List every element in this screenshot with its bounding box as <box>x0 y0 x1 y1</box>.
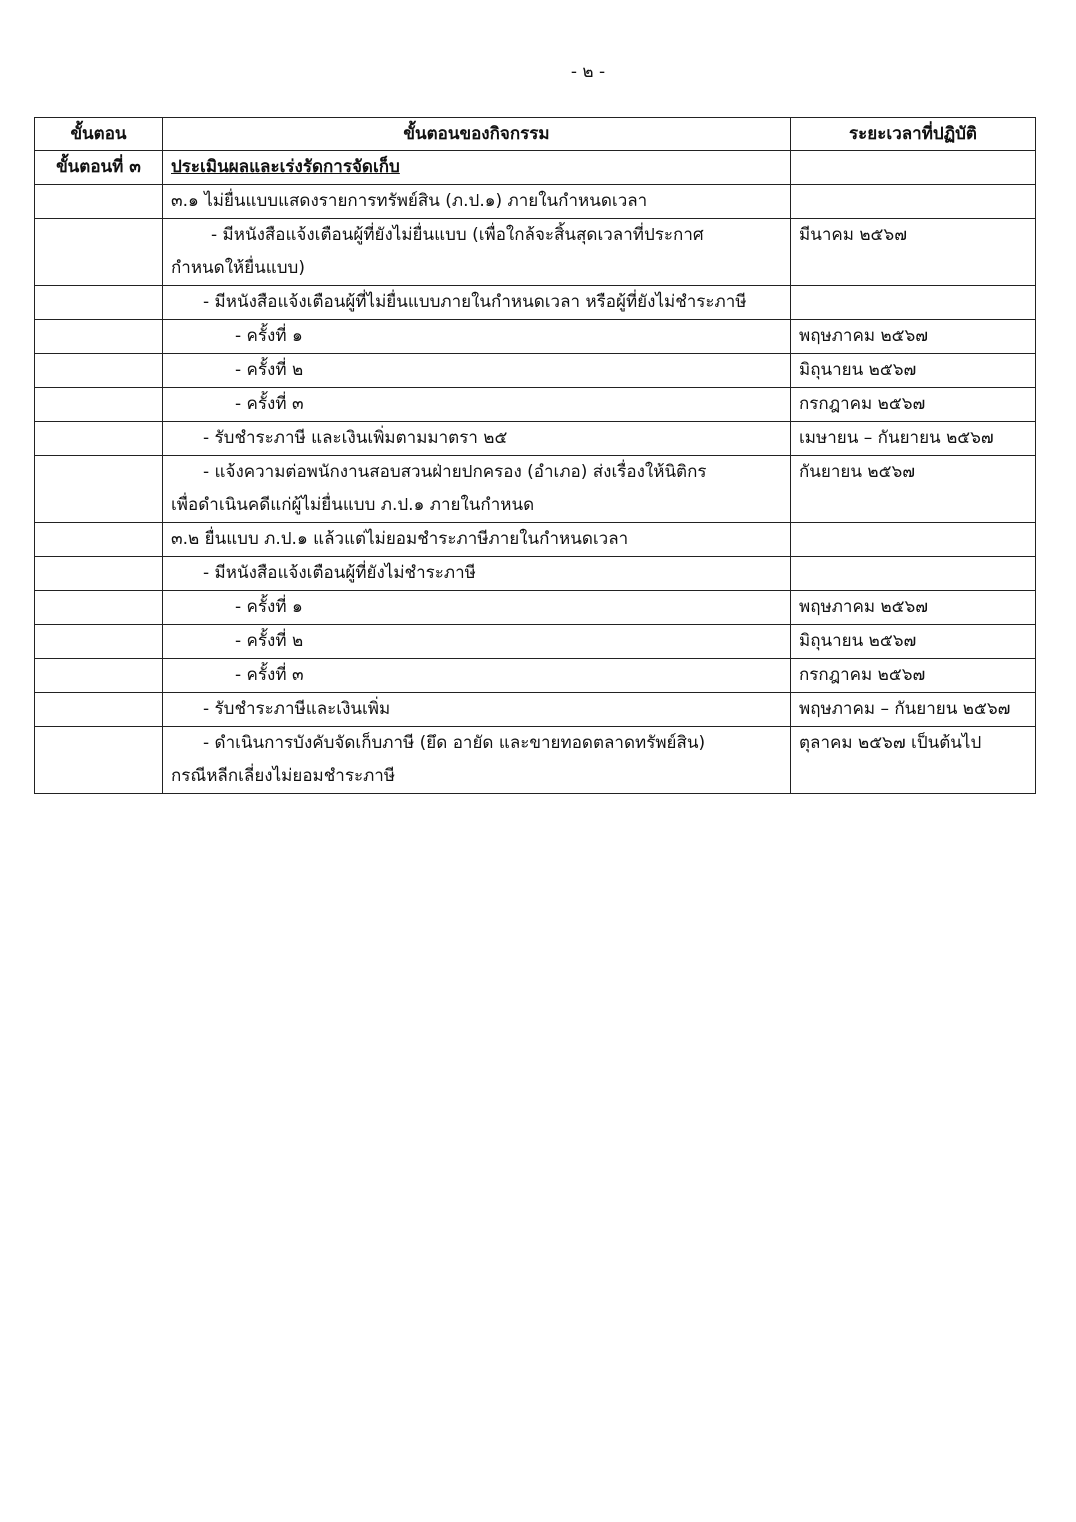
table-row <box>35 523 1036 557</box>
period-cell: มิถุนายน ๒๕๖๗ <box>791 625 1036 659</box>
step-cell <box>35 727 163 794</box>
activity-text-cont: กรณีหลีกเลี่ยงไม่ยอมชำระภาษี <box>171 766 396 786</box>
step-cell <box>35 185 163 219</box>
header-period: ระยะเวลาที่ปฏิบัติ <box>791 118 1036 151</box>
activity-cell <box>163 727 791 794</box>
activity-cell: - ครั้งที่ ๒ <box>163 625 791 659</box>
header-activity: ขั้นตอนของกิจกรรม <box>163 118 791 151</box>
activity-cell <box>163 456 791 523</box>
activity-text-cont: เพื่อดำเนินคดีแก่ผู้ไม่ยื่นแบบ ภ.ป.๑ ภายในกำหนด <box>171 495 535 515</box>
period-cell <box>791 286 1036 320</box>
page-number: - ๒ - <box>570 62 606 82</box>
header-step: ขั้นตอน <box>35 118 163 151</box>
table-row <box>35 456 1036 523</box>
step-cell <box>35 591 163 625</box>
activity-cell: - รับชำระภาษีและเงินเพิ่ม <box>163 693 791 727</box>
activity-cell: - มีหนังสือแจ้งเตือนผู้ที่ยังไม่ชำระภาษี <box>163 557 791 591</box>
table-row <box>35 320 1036 354</box>
subsection-title: ๓.๑ ไม่ยื่นแบบแสดงรายการทรัพย์สิน (ภ.ป.๑) ภายในกำหนดเวลา <box>163 185 791 219</box>
step-cell <box>35 320 163 354</box>
activity-cell: - ครั้งที่ ๓ <box>163 659 791 693</box>
period-cell: พฤษภาคม – กันยายน ๒๕๖๗ <box>791 693 1036 727</box>
subsection-title: ๓.๒ ยื่นแบบ ภ.ป.๑ แล้วแต่ไม่ยอมชำระภาษีภายในกำหนดเวลา <box>163 523 791 557</box>
table-row <box>35 286 1036 320</box>
period-cell <box>791 185 1036 219</box>
step-cell <box>35 456 163 523</box>
activity-text: - แจ้งความต่อพนักงานสอบสวนฝ่ายปกครอง (อำเภอ) ส่งเรื่องให้นิติกร <box>203 462 707 482</box>
step-cell <box>35 354 163 388</box>
activity-text: - ดำเนินการบังคับจัดเก็บภาษี (ยึด อายัด และขายทอดตลาดทรัพย์สิน) <box>203 733 706 753</box>
table-row <box>35 151 1036 185</box>
step-cell <box>35 693 163 727</box>
activity-cell <box>163 219 791 286</box>
step-cell <box>35 219 163 286</box>
step-cell <box>35 388 163 422</box>
activity-cell: - ครั้งที่ ๒ <box>163 354 791 388</box>
step-cell <box>35 523 163 557</box>
period-cell <box>791 151 1036 185</box>
table-row <box>35 219 1036 286</box>
activity-schedule-table <box>34 117 1036 794</box>
step-cell <box>35 422 163 456</box>
period-cell: มิถุนายน ๒๕๖๗ <box>791 354 1036 388</box>
period-cell: ตุลาคม ๒๕๖๗ เป็นต้นไป <box>791 727 1036 794</box>
table-row <box>35 388 1036 422</box>
period-cell: กรกฎาคม ๒๕๖๗ <box>791 388 1036 422</box>
table-row <box>35 659 1036 693</box>
step-cell <box>35 557 163 591</box>
activity-cell: - รับชำระภาษี และเงินเพิ่มตามมาตรา ๒๕ <box>163 422 791 456</box>
period-cell: กันยายน ๒๕๖๗ <box>791 456 1036 523</box>
table-header-row <box>35 118 1036 151</box>
period-cell: เมษายน – กันยายน ๒๕๖๗ <box>791 422 1036 456</box>
step-cell <box>35 625 163 659</box>
table-row <box>35 625 1036 659</box>
table-row <box>35 591 1036 625</box>
table-row <box>35 727 1036 794</box>
activity-cell: - ครั้งที่ ๓ <box>163 388 791 422</box>
step-cell <box>35 659 163 693</box>
activity-cell: - มีหนังสือแจ้งเตือนผู้ที่ไม่ยื่นแบบภายในกำหนดเวลา หรือผู้ที่ยังไม่ชำระภาษี <box>163 286 791 320</box>
section-title: ประเมินผลและเร่งรัดการจัดเก็บ <box>163 151 791 185</box>
period-cell <box>791 523 1036 557</box>
step-label: ขั้นตอนที่ ๓ <box>35 151 163 185</box>
step-cell <box>35 286 163 320</box>
period-cell: พฤษภาคม ๒๕๖๗ <box>791 320 1036 354</box>
period-cell: มีนาคม ๒๕๖๗ <box>791 219 1036 286</box>
table-row <box>35 354 1036 388</box>
period-cell <box>791 557 1036 591</box>
activity-text: - มีหนังสือแจ้งเตือนผู้ที่ยังไม่ยื่นแบบ (เพื่อใกล้จะสิ้นสุดเวลาที่ประกาศ <box>211 225 704 245</box>
activity-text-cont: กำหนดให้ยื่นแบบ) <box>171 258 305 278</box>
table-row <box>35 422 1036 456</box>
period-cell: พฤษภาคม ๒๕๖๗ <box>791 591 1036 625</box>
table-row <box>35 693 1036 727</box>
activity-cell: - ครั้งที่ ๑ <box>163 591 791 625</box>
period-cell: กรกฎาคม ๒๕๖๗ <box>791 659 1036 693</box>
table-row <box>35 185 1036 219</box>
activity-cell: - ครั้งที่ ๑ <box>163 320 791 354</box>
table-row <box>35 557 1036 591</box>
